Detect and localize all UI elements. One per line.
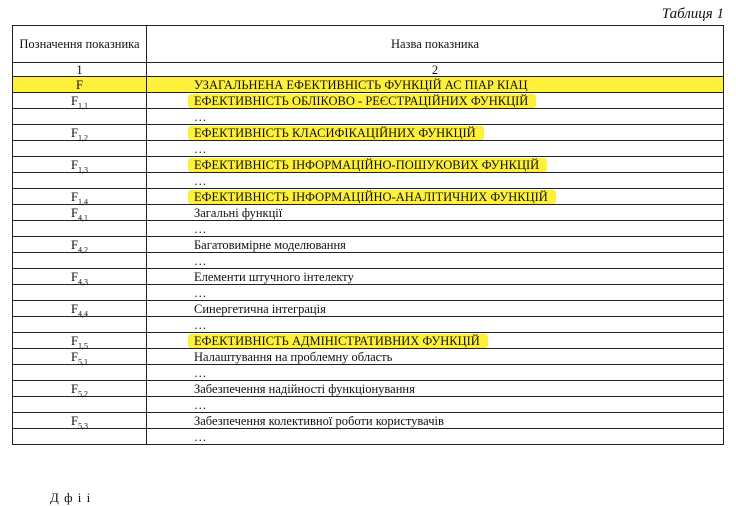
indicator-name xyxy=(147,429,724,445)
indicator-code-index: 1,5 xyxy=(77,341,88,350)
indicator-code-index: 1,4 xyxy=(77,197,88,206)
indicator-code-letter: F xyxy=(71,333,78,348)
indicator-code xyxy=(13,125,147,141)
indicator-code-letter: F xyxy=(71,413,78,428)
indicator-code xyxy=(13,269,147,285)
indicator-code xyxy=(13,349,147,365)
table-row xyxy=(13,77,724,93)
indicator-name-text: Багатовимірне моделювання xyxy=(194,237,346,252)
indicator-name-text: … xyxy=(194,253,207,268)
table-row xyxy=(13,413,724,429)
indicator-code-letter: F xyxy=(71,93,78,108)
indicator-code xyxy=(13,93,147,109)
indicator-code xyxy=(13,173,147,189)
indicator-code xyxy=(13,157,147,173)
indicator-name-text: … xyxy=(194,365,207,380)
indicator-code-letter: F xyxy=(71,125,78,140)
table-row xyxy=(13,317,724,333)
indicator-name-text: … xyxy=(194,285,207,300)
indicator-code xyxy=(13,413,147,429)
indicator-code-letter: F xyxy=(71,269,78,284)
indicator-code xyxy=(13,77,147,93)
indicator-code xyxy=(13,429,147,445)
indicator-name xyxy=(147,173,724,189)
indicator-code-letter: F xyxy=(71,381,78,396)
indicator-code xyxy=(13,333,147,349)
indicator-name xyxy=(147,125,724,141)
indicator-name-text: ЕФЕКТИВНІСТЬ КЛАСИФІКАЦІЙНИХ ФУНКЦІЙ xyxy=(188,126,484,140)
indicator-code xyxy=(13,301,147,317)
table-row xyxy=(13,237,724,253)
indicator-name xyxy=(147,269,724,285)
table-row xyxy=(13,173,724,189)
column-number-1: 1 xyxy=(13,63,147,77)
indicator-name xyxy=(147,365,724,381)
indicator-code xyxy=(13,205,147,221)
indicator-code xyxy=(13,221,147,237)
indicator-code-letter: F xyxy=(71,301,78,316)
indicator-code-letter: F xyxy=(71,157,78,172)
indicator-name xyxy=(147,285,724,301)
table-row xyxy=(13,349,724,365)
indicator-code-index: 1,2 xyxy=(77,133,88,142)
indicator-name-text: … xyxy=(194,141,207,156)
indicator-name-text: … xyxy=(194,429,207,444)
indicator-code-letter: F xyxy=(71,189,78,204)
indicator-code xyxy=(13,397,147,413)
indicator-name-text: Синергетична інтеграція xyxy=(194,301,326,316)
indicator-name xyxy=(147,93,724,109)
indicator-name xyxy=(147,333,724,349)
table-row xyxy=(13,397,724,413)
indicator-name xyxy=(147,349,724,365)
indicator-name xyxy=(147,237,724,253)
indicator-code xyxy=(13,237,147,253)
indicator-name-text: ЕФЕКТИВНІСТЬ ІНФОРМАЦІЙНО-ПОШУКОВИХ ФУНКЦІЙ xyxy=(188,158,547,172)
table-row xyxy=(13,333,724,349)
indicator-name-text: Елементи штучного інтелекту xyxy=(194,269,354,284)
table-row xyxy=(13,157,724,173)
indicator-code xyxy=(13,253,147,269)
indicators-table xyxy=(12,25,724,445)
indicator-code xyxy=(13,381,147,397)
cut-off-paragraph: Д ф і і xyxy=(50,490,92,505)
indicator-name-text: Налаштування на проблемну область xyxy=(194,349,393,364)
indicator-code-letter: F xyxy=(71,237,78,252)
indicator-name-text: … xyxy=(194,221,207,236)
indicator-code-index: 1,3 xyxy=(77,165,88,174)
indicator-name xyxy=(147,141,724,157)
indicator-code-index: 4,2 xyxy=(77,245,88,254)
indicator-name-text: Забезпечення колективної роботи користувачів xyxy=(194,413,444,428)
indicator-code-index: 1,1 xyxy=(77,101,88,110)
table-row xyxy=(13,365,724,381)
table-row xyxy=(13,221,724,237)
indicator-code-index: 5,1 xyxy=(77,357,88,366)
indicator-name xyxy=(147,301,724,317)
table-row xyxy=(13,253,724,269)
table-row xyxy=(13,189,724,205)
table-row xyxy=(13,285,724,301)
table-caption: Таблиця 1 xyxy=(661,6,724,22)
indicator-code-index: 4,4 xyxy=(77,309,88,318)
table-row xyxy=(13,125,724,141)
indicator-name xyxy=(147,189,724,205)
indicator-name-text: Забезпечення надійності функціонування xyxy=(194,381,415,396)
table-row xyxy=(13,109,724,125)
indicator-name xyxy=(147,109,724,125)
indicator-code xyxy=(13,109,147,125)
table-row xyxy=(13,93,724,109)
table-row xyxy=(13,429,724,445)
indicator-name-text: ЕФЕКТИВНІСТЬ ІНФОРМАЦІЙНО-АНАЛІТИЧНИХ ФУНКЦІЙ xyxy=(188,190,556,204)
indicator-code xyxy=(13,189,147,205)
table-row xyxy=(13,205,724,221)
indicator-name-text: ЕФЕКТИВНІСТЬ АДМІНІСТРАТИВНИХ ФУНКЦІЙ xyxy=(188,334,488,348)
indicator-code-index: 5,2 xyxy=(77,389,88,398)
indicator-code-letter: F xyxy=(71,349,78,364)
indicator-code-letter: F xyxy=(76,77,83,92)
table-row xyxy=(13,269,724,285)
indicator-name xyxy=(147,413,724,429)
indicator-name xyxy=(147,381,724,397)
table-row xyxy=(13,381,724,397)
indicator-code-index: 5,3 xyxy=(77,421,88,430)
indicator-code xyxy=(13,285,147,301)
indicator-name-text: … xyxy=(194,173,207,188)
indicator-name xyxy=(147,253,724,269)
indicator-name xyxy=(147,221,724,237)
indicator-name xyxy=(147,205,724,221)
indicator-code xyxy=(13,141,147,157)
indicator-name xyxy=(147,157,724,173)
indicator-name-text: УЗАГАЛЬНЕНА ЕФЕКТИВНІСТЬ ФУНКЦІЙ АС ПІАР КІАЦ xyxy=(194,77,528,92)
indicator-code-letter: F xyxy=(71,205,78,220)
indicator-code-index: 4,1 xyxy=(77,213,88,222)
indicator-name xyxy=(147,397,724,413)
column-number-2: 2 xyxy=(147,63,724,77)
table-row xyxy=(13,141,724,157)
indicator-code-index: 4,3 xyxy=(77,277,88,286)
indicator-name-text: … xyxy=(194,397,207,412)
table-row xyxy=(13,301,724,317)
indicator-code xyxy=(13,365,147,381)
indicator-name-text: … xyxy=(194,109,207,124)
header-designation: Позначення показника xyxy=(13,26,147,63)
indicator-code xyxy=(13,317,147,333)
header-indicator-name: Назва показника xyxy=(147,26,724,63)
indicator-name xyxy=(147,77,724,93)
indicator-name-text: Загальні функції xyxy=(194,205,283,220)
indicator-name-text: … xyxy=(194,317,207,332)
indicator-name xyxy=(147,317,724,333)
indicator-name-text: ЕФЕКТИВНІСТЬ ОБЛІКОВО - РЕЄСТРАЦІЙНИХ ФУНКЦІЙ xyxy=(188,94,536,108)
